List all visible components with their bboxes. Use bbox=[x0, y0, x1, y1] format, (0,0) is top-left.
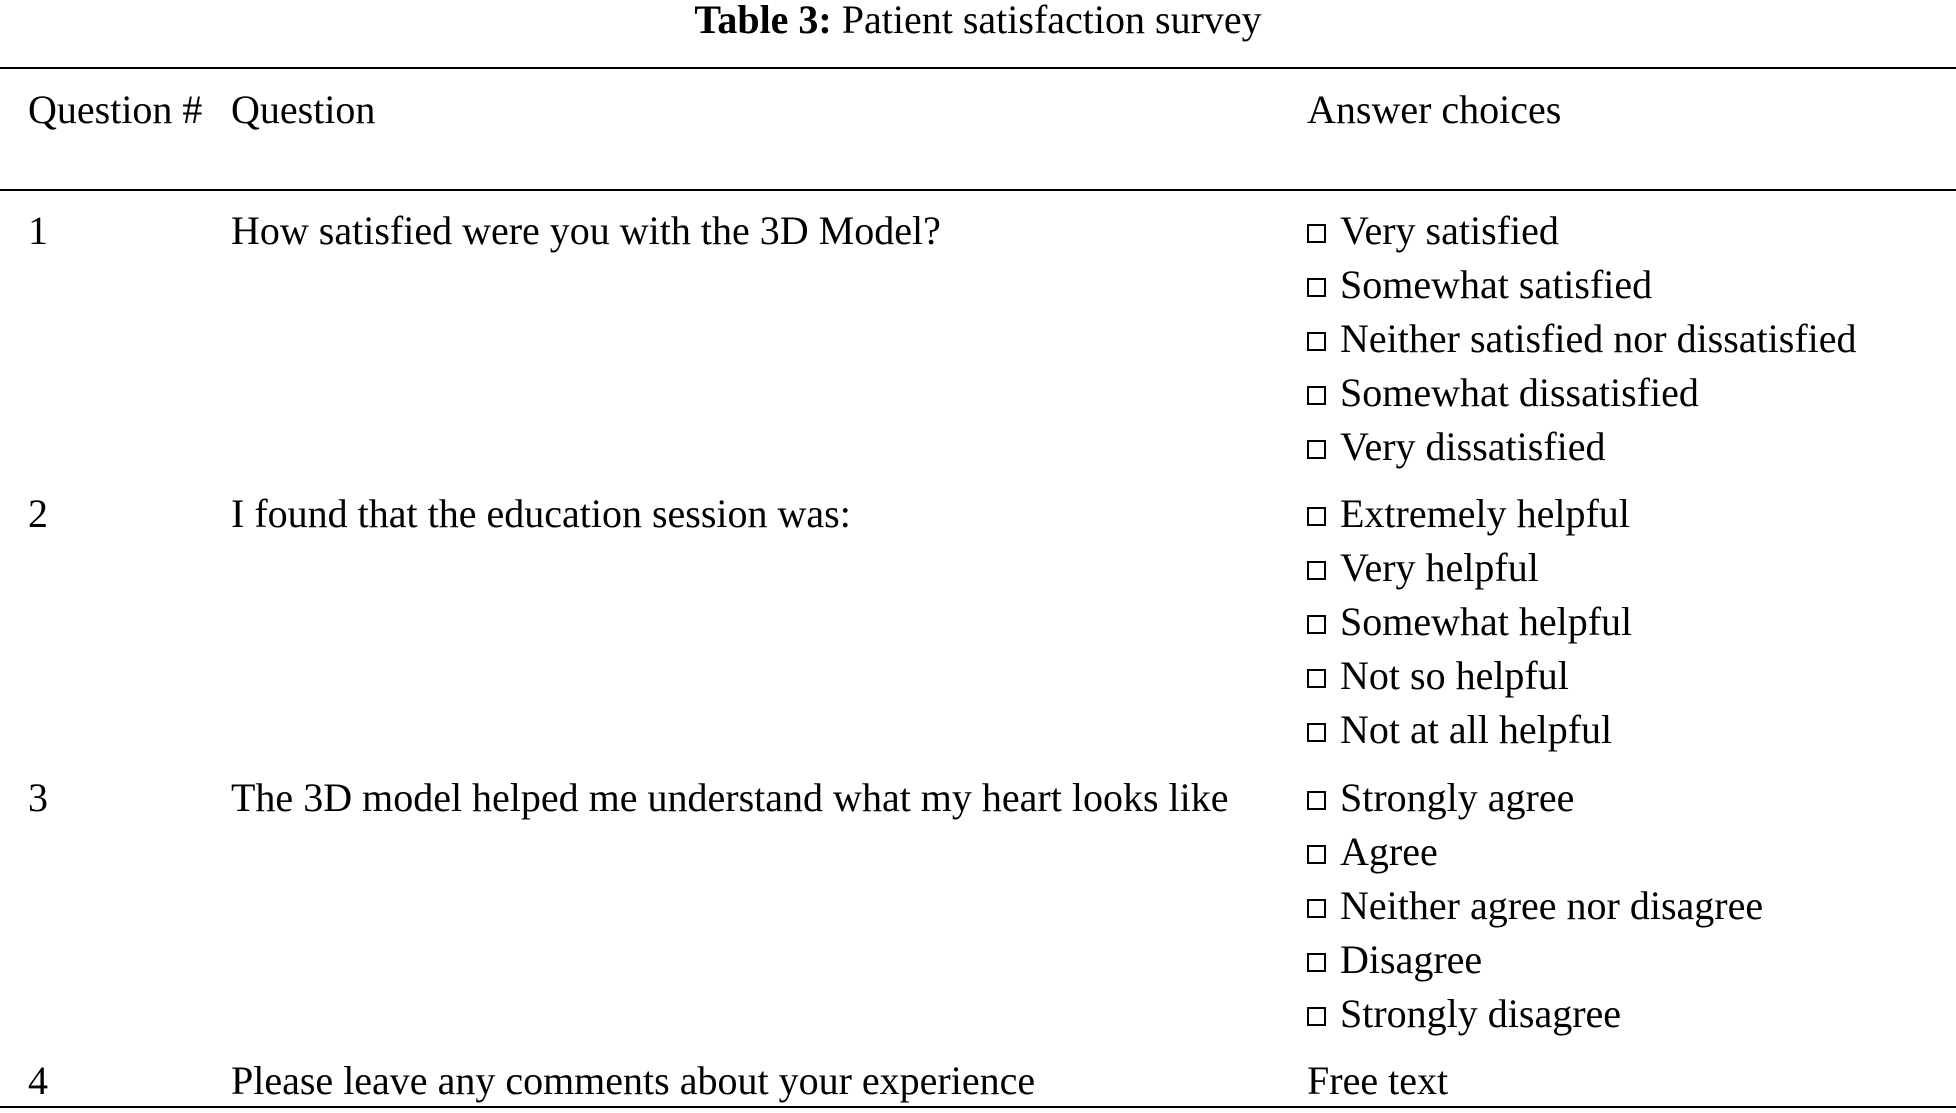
answer-choice: Not at all helpful bbox=[1307, 703, 1632, 757]
row-1-answers bbox=[1307, 204, 1857, 474]
answer-choice: Somewhat satisfied bbox=[1307, 258, 1857, 312]
answer-choice: Somewhat dissatisfied bbox=[1307, 366, 1857, 420]
row-3-number: 3 bbox=[28, 775, 48, 820]
row-2-question: I found that the education session was: bbox=[231, 491, 851, 536]
answer-choice: Not so helpful bbox=[1307, 649, 1632, 703]
row-1-question: How satisfied were you with the 3D Model? bbox=[231, 208, 941, 253]
checkbox-icon bbox=[1307, 791, 1326, 810]
answer-choice: Strongly agree bbox=[1307, 771, 1763, 825]
table-header-rule bbox=[0, 189, 1956, 191]
row-4-number: 4 bbox=[28, 1058, 48, 1103]
answer-choice: Disagree bbox=[1307, 933, 1763, 987]
caption-label: Table 3: bbox=[694, 0, 832, 42]
checkbox-icon bbox=[1307, 953, 1326, 972]
checkbox-icon bbox=[1307, 332, 1326, 351]
checkbox-icon bbox=[1307, 278, 1326, 297]
answer-choice: Neither satisfied nor dissatisfied bbox=[1307, 312, 1857, 366]
table-top-rule bbox=[0, 67, 1956, 69]
checkbox-icon bbox=[1307, 845, 1326, 864]
checkbox-icon bbox=[1307, 440, 1326, 459]
checkbox-icon bbox=[1307, 669, 1326, 688]
answer-choice: Somewhat helpful bbox=[1307, 595, 1632, 649]
answer-choice: Strongly disagree bbox=[1307, 987, 1763, 1041]
row-4-answer-text: Free text bbox=[1307, 1058, 1449, 1103]
answer-choice: Agree bbox=[1307, 825, 1763, 879]
table-caption bbox=[0, 0, 1956, 40]
caption-title: Patient satisfaction survey bbox=[841, 0, 1262, 42]
row-3-question: The 3D model helped me understand what my heart looks like bbox=[231, 775, 1229, 820]
row-1-number: 1 bbox=[28, 208, 48, 253]
table-bottom-rule bbox=[0, 1106, 1956, 1108]
answer-choice: Very satisfied bbox=[1307, 204, 1857, 258]
checkbox-icon bbox=[1307, 386, 1326, 405]
row-2-number: 2 bbox=[28, 491, 48, 536]
row-3-answers bbox=[1307, 771, 1763, 1041]
header-question: Question bbox=[231, 87, 376, 132]
checkbox-icon bbox=[1307, 1007, 1326, 1026]
answer-choice: Very helpful bbox=[1307, 541, 1632, 595]
answer-choice: Neither agree nor disagree bbox=[1307, 879, 1763, 933]
header-question-number: Question # bbox=[28, 87, 203, 132]
row-2-answers bbox=[1307, 487, 1632, 757]
header-answer-choices: Answer choices bbox=[1307, 87, 1562, 132]
checkbox-icon bbox=[1307, 507, 1326, 526]
checkbox-icon bbox=[1307, 615, 1326, 634]
checkbox-icon bbox=[1307, 899, 1326, 918]
row-4-question: Please leave any comments about your experience bbox=[231, 1058, 1036, 1103]
checkbox-icon bbox=[1307, 723, 1326, 742]
answer-choice: Extremely helpful bbox=[1307, 487, 1632, 541]
checkbox-icon bbox=[1307, 561, 1326, 580]
answer-choice: Very dissatisfied bbox=[1307, 420, 1857, 474]
checkbox-icon bbox=[1307, 224, 1326, 243]
